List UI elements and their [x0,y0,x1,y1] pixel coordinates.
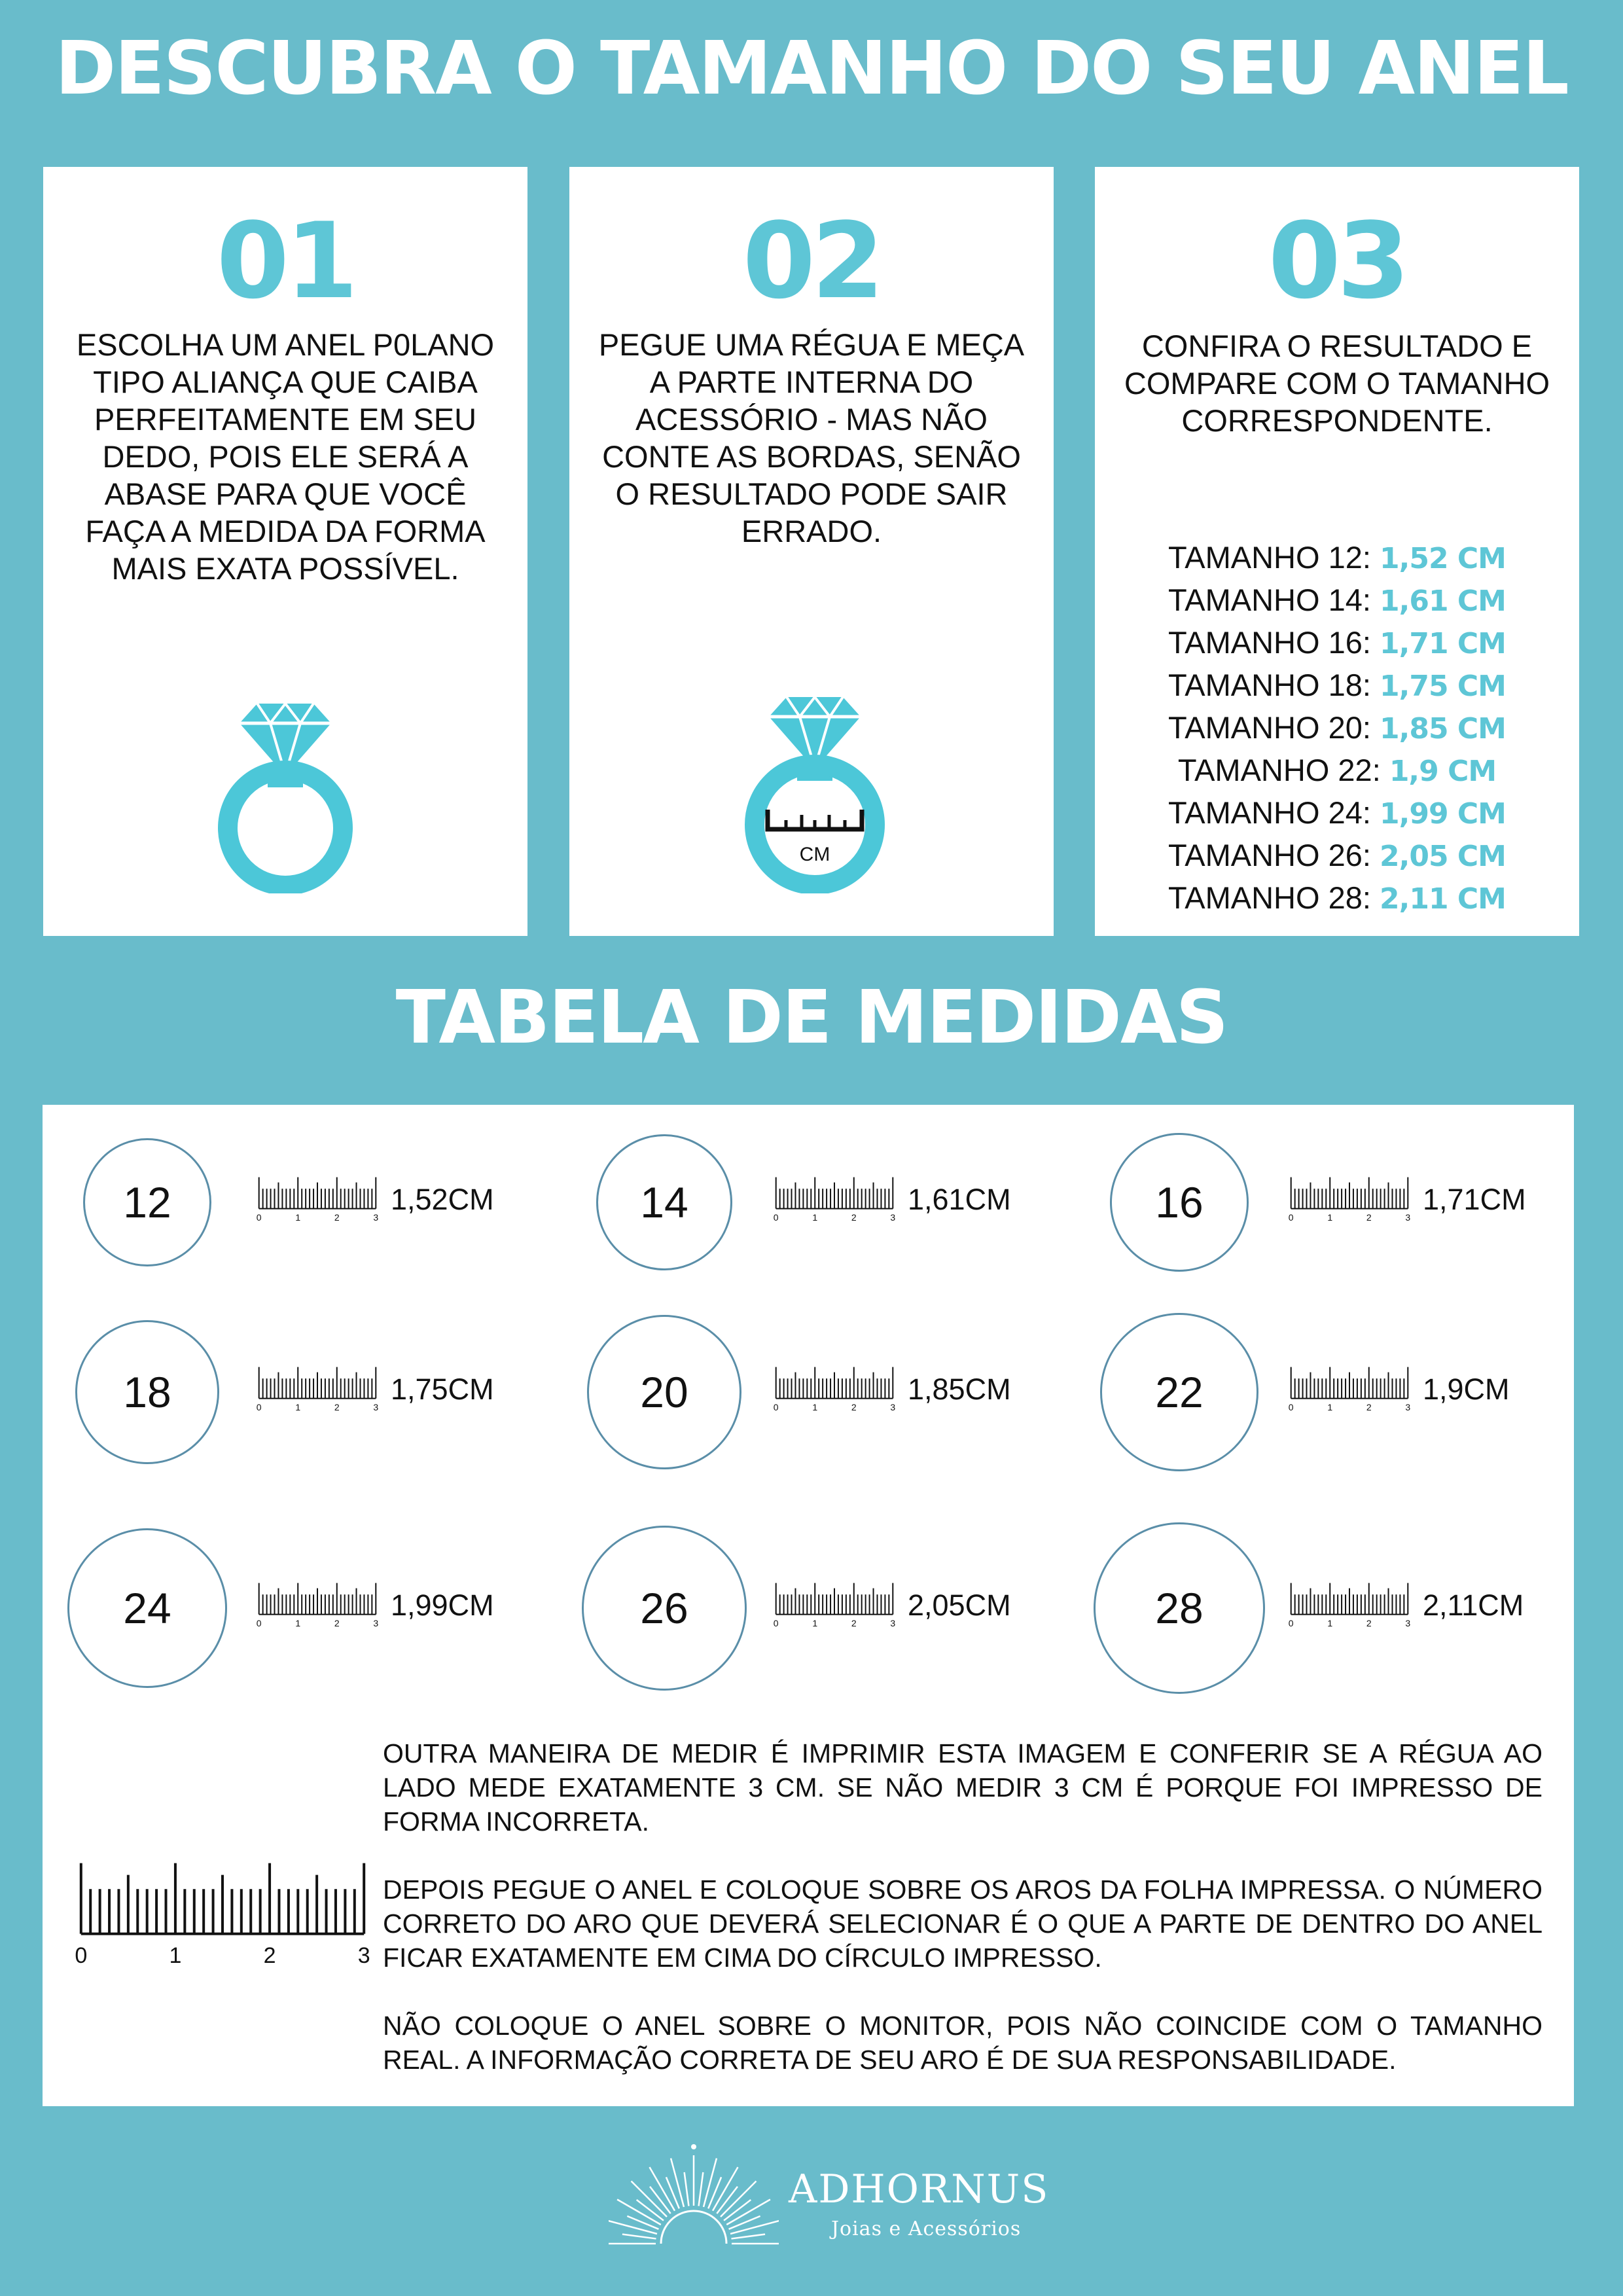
size-circle: 28 [1094,1522,1265,1694]
size-value: 2,05 CM [1380,840,1506,873]
sun-ray [704,2159,717,2207]
size-measure: 1,85CM [908,1372,1011,1406]
table-title: TABELA DE MEDIDAS [395,975,1228,1060]
ruler-label: 1 [1327,1401,1333,1412]
size-circle: 26 [582,1526,747,1691]
mini-ruler [255,1582,380,1634]
brand-tagline: Joias e Acessórios [831,2217,1022,2240]
size-list-row [1095,622,1579,664]
step-card-2 [569,167,1054,936]
size-label: TAMANHO 18: [1168,668,1371,702]
step-number: 03 [1268,200,1406,322]
ruler-label: 2 [851,1401,857,1412]
size-measure: 1,52CM [391,1183,494,1216]
sun-ray [671,2159,684,2207]
ruler-label: 0 [1288,1401,1294,1412]
size-list-row [1095,792,1579,834]
ruler-label: 1 [812,1617,818,1628]
ruler-label: 3 [373,1401,379,1412]
size-list [1095,537,1579,920]
ruler-label: 1 [295,1617,301,1628]
size-circle: 24 [67,1528,227,1688]
size-measure: 1,61CM [908,1183,1011,1216]
mini-ruler [1287,1176,1412,1229]
ruler-label: 3 [1405,1211,1411,1223]
ruler-label: 2 [851,1211,857,1223]
ruler-label: 0 [773,1401,779,1412]
size-label: TAMANHO 20: [1168,710,1371,745]
ruler-label: 2 [1366,1617,1372,1628]
size-measure: 1,99CM [391,1588,494,1622]
size-label: TAMANHO 16: [1168,625,1371,660]
size-label: TAMANHO 14: [1168,583,1371,617]
ruler-label: 0 [773,1617,779,1628]
step-card-1 [43,167,527,936]
mini-ruler [255,1176,380,1229]
size-measure: 1,75CM [391,1372,494,1406]
ruler-label: 2 [1366,1401,1372,1412]
size-circle: 12 [83,1138,211,1266]
size-list-row [1095,707,1579,749]
size-measure: 2,05CM [908,1588,1011,1622]
size-value: 1,52 CM [1380,542,1506,575]
size-list-row [1095,749,1579,792]
step-text: CONFIRA O RESULTADO E COMPARE COM O TAMANHO CORRESPONDENTE. [1124,329,1550,438]
size-value: 1,71 CM [1380,627,1506,660]
mini-ruler [772,1582,897,1634]
ruler-label: 3 [890,1617,896,1628]
size-list-row [1095,877,1579,920]
ruler-label: 2 [334,1617,340,1628]
cm-label: CM [799,844,830,865]
step-text: PEGUE UMA RÉGUA E MEÇA A PARTE INTERNA DO ACESSÓRIO - MAS NÃO CONTE AS BORDAS, SENÃO O RESULTADO PODE SAIR ERRADO. [598,327,1025,548]
ruler-label: 3 [1405,1617,1411,1628]
size-measure: 1,71CM [1423,1183,1526,1216]
ruler-label: 2 [334,1211,340,1223]
ruler-label: 1 [295,1211,301,1223]
size-table-panel [43,1105,1574,2106]
size-circle: 20 [587,1315,741,1469]
instruction-paragraph-3: NÃO COLOQUE O ANEL SOBRE O MONITOR, POIS NÃO COINCIDE COM O TAMANHO REAL. A INFORMAÇÃO CORRETA DE SEU ARO É DE SUA RESPONSABILIDADE. [383,2011,1543,2075]
sun-ray [622,2234,656,2239]
size-list-row [1095,537,1579,579]
instruction-paragraph-1: OUTRA MANEIRA DE MEDIR É IMPRIMIR ESTA IMAGEM E CONFERIR SE A RÉGUA AO LADO MEDE EXATAMENTE 3 CM. SE NÃO MEDIR 3 CM É PORQUE FOI IMPRESSO DE FORMA INCORRETA. [383,1738,1543,1837]
mini-ruler [1287,1366,1412,1418]
instruction-paragraph-2: DEPOIS PEGUE O ANEL E COLOQUE SOBRE OS AROS DA FOLHA IMPRESSA. O NÚMERO CORRETO DO ARO QUE DEVERÁ SELECIONAR É O QUE A PARTE DE DENTRO DO ANEL FICAR EXATAMENTE EM CIMA DO CÍRCULO IMPRESSO. [383,1874,1543,1973]
ruler-label: 2 [334,1401,340,1412]
sun-ray [699,2172,704,2206]
ruler-label: 0 [1288,1617,1294,1628]
size-value: 1,75 CM [1380,670,1506,703]
mini-ruler [772,1366,897,1418]
ruler-label: 2 [263,1943,276,1968]
page-title: DESCUBRA O TAMANHO DO SEU ANEL [55,26,1568,111]
ring-ruler-icon [736,684,893,893]
brand-logo [609,2140,1067,2258]
ruler-label: 0 [1288,1211,1294,1223]
size-value: 1,99 CM [1380,797,1506,831]
size-value: 1,61 CM [1380,584,1506,618]
size-label: TAMANHO 22: [1177,753,1381,787]
size-list-row [1095,579,1579,622]
ruler-label: 3 [890,1211,896,1223]
size-list-row [1095,834,1579,877]
size-value: 2,11 CM [1380,882,1506,916]
ruler-label: 1 [1327,1211,1333,1223]
ruler-label: 0 [75,1943,88,1968]
sunburst-logo-icon [609,2140,779,2258]
sun-ray [609,2221,657,2234]
ruler-label: 1 [1327,1617,1333,1628]
ruler-label: 3 [1405,1401,1411,1412]
brand-name: ADHORNUS [789,2166,1050,2212]
step-number: 02 [742,200,881,322]
step-card-3 [1095,167,1579,936]
sun-ray [730,2221,779,2234]
ruler-label: 0 [256,1401,262,1412]
ruler-label: 3 [357,1943,370,1968]
size-measure: 2,11CM [1423,1588,1524,1622]
size-circle: 14 [596,1134,732,1270]
size-label: TAMANHO 12: [1168,540,1371,575]
step-text: ESCOLHA UM ANEL P0LANO TIPO ALIANÇA QUE CAIBA PERFEITAMENTE EM SEU DEDO, POIS ELE SERÁ A ABASE PARA QUE VOCÊ FAÇA A MEDIDA DA FORMA MAIS EXATA POSSÍVEL. [76,327,495,586]
step-number: 01 [216,200,355,322]
ruler-label: 1 [812,1211,818,1223]
ruler-label: 1 [812,1401,818,1412]
ruler-label: 3 [373,1211,379,1223]
mini-ruler [772,1176,897,1229]
size-circle: 18 [75,1320,219,1464]
size-measure: 1,9CM [1423,1372,1510,1406]
reference-ruler [72,1861,373,1979]
size-label: TAMANHO 26: [1168,838,1371,872]
size-label: TAMANHO 28: [1168,880,1371,915]
ruler-label: 3 [890,1401,896,1412]
ruler-label: 0 [256,1211,262,1223]
size-value: 1,9 CM [1389,755,1497,788]
ruler-label: 0 [256,1617,262,1628]
mini-ruler [1287,1582,1412,1634]
mini-ruler [255,1366,380,1418]
ruler-label: 3 [373,1617,379,1628]
sun-ray [685,2172,689,2206]
ruler-label: 1 [295,1401,301,1412]
sun-ray [732,2234,766,2239]
ruler-label: 0 [773,1211,779,1223]
size-label: TAMANHO 24: [1168,795,1371,830]
diamond-ring-icon [210,691,361,893]
size-circle: 22 [1100,1313,1258,1471]
size-value: 1,85 CM [1380,712,1506,745]
size-list-row [1095,664,1579,707]
ruler-label: 2 [1366,1211,1372,1223]
ruler-label: 2 [851,1617,857,1628]
size-circle: 16 [1110,1133,1249,1272]
ruler-label: 1 [169,1943,182,1968]
